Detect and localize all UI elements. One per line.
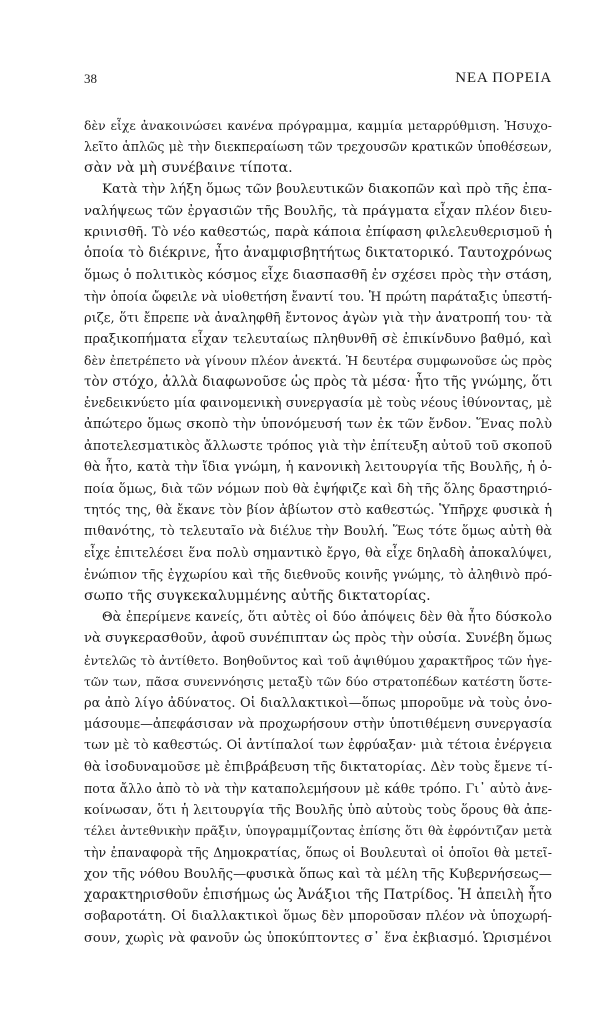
body-text	[84, 115, 552, 949]
text-line: ποία ὅμως, διὰ τῶν νόμων ποὺ θὰ ἐψήφιζε καὶ δὴ τῆς ὅλης δραστηριό-	[84, 481, 552, 497]
text-line: ναλήψεως τῶν ἐργασιῶν τῆς Βουλῆς, τὰ πράγματα εἶχαν πλέον διευ-	[84, 203, 552, 219]
text-line: ἐνεδεικνύετο μία φαινομενικὴ συνεργασία μὲ τοὺς νέους ἰθύνοντας, μὲ	[84, 396, 552, 412]
text-line: ὅμως ὁ πολιτικὸς κόσμος εἶχε διασπασθῆ ἐν σχέσει πρὸς τὴν στάση,	[84, 267, 552, 283]
text-line: σουν, χωρὶς νὰ φανοῦν ὡς ὑποκύπτοντες σ᾿ ἕνα ἐκβιασμό. Ὡρισμένοι	[84, 930, 552, 946]
text-line: λεῖτο ἁπλῶς μὲ τὴν διεκπεραίωση τῶν τρεχουσῶν κρατικῶν ὑποθέσεων,	[84, 139, 552, 155]
text-line: τὸν στόχο, ἀλλὰ διαφωνοῦσε ὡς πρὸς τὰ μέσα· ἦτο τῆς γνώμης, ὅτι	[84, 373, 552, 390]
text-line: πιθανότης, τὸ τελευταῖο νὰ διέλυε τὴν Βουλή. Ἕως τότε ὅμως αὐτὴ θὰ	[84, 524, 552, 540]
text-line: σοβαροτάτη. Οἱ διαλλακτικοὶ ὅμως δὲν μποροῦσαν πλέον νὰ ὑποχωρή-	[84, 909, 552, 925]
text-line: δὲν ἐπετρέπετο νὰ γίνουν πλέον ἀνεκτά. Ἡ δευτέρα συμφωνοῦσε ὡς πρὸς	[84, 353, 552, 369]
text-line: τὴν ὁποία ὤφειλε νὰ υἱοθετήση ἔναντί του. Ἡ πρώτη παράταξις ὑπεστή-	[84, 289, 552, 305]
text-line: σωπο τῆς συγκεκαλυμμένης αὐτῆς δικτατορίας.	[84, 587, 431, 604]
page-number: 38	[84, 71, 97, 86]
text-line: χον τῆς νόθου Βουλῆς—φυσικὰ ὅπως καὶ τὰ μέλη τῆς Κυβερνήσεως—	[84, 866, 552, 882]
text-line: θὰ ἰσοδυναμοῦσε μὲ ἐπιβράβευση τῆς δικτατορίας. Δὲν τοὺς ἔμενε τί-	[84, 759, 552, 775]
text-line: ἀπώτερο ὅμως σκοπὸ τὴν ὑπονόμευσή των ἐκ τῶν ἔνδον. Ἕνας πολὺ	[84, 417, 552, 433]
text-line: ριζε, ὅτι ἔπρεπε νὰ ἀναληφθῆ ἔντονος ἀγὼν γιὰ τὴν ἀνατροπή του· τὰ	[84, 310, 552, 326]
text-line: ρα ἀπὸ λίγο ἀδύνατος. Οἱ διαλλακτικοὶ—ὅπως μποροῦμε νὰ τοὺς ὀνο-	[84, 695, 552, 711]
text-line: εἶχε ἐπιτελέσει ἕνα πολὺ σημαντικὸ ἔργο, θὰ εἶχε δηλαδὴ ἀποκαλύψει,	[84, 545, 552, 561]
text-line: κοίνωσαν, ὅτι ἡ λειτουργία τῆς Βουλῆς ὑπὸ αὐτοὺς τοὺς ὅρους θὰ ἀπε-	[84, 802, 552, 818]
text-line: ἐντελῶς τὸ ἀντίθετο. Βοηθοῦντος καὶ τοῦ ἀψιθύμου χαρακτῆρος τῶν ἡγε-	[84, 652, 552, 668]
text-line: ποτα ἄλλο ἀπὸ τὸ νὰ τὴν καταπολεμήσουν μὲ κάθε τρόπο. Γι᾿ αὐτὸ ἀνε-	[84, 781, 552, 797]
text-line: νὰ συγκερασθοῦν, ἀφοῦ συνέπιπταν ὡς πρὸς τὴν οὐσία. Συνέβη ὅμως	[84, 631, 552, 647]
text-line: σὰν νὰ μὴ συνέβαινε τίποτα.	[84, 159, 293, 176]
text-line: θὰ ἦτο, κατὰ τὴν ἴδια γνώμη, ἡ κανονικὴ λειτουργία τῆς Βουλῆς, ἡ ὁ-	[84, 460, 552, 476]
text-line: μάσουμε—ἀπεφάσισαν νὰ προχωρήσουν στὴν ὑποτιθέμενη συνεργασία	[84, 716, 552, 732]
text-line: Κατὰ τὴν λήξη ὅμως τῶν βουλευτικῶν διακοπῶν καὶ πρὸ τῆς ἐπα-	[102, 182, 552, 198]
text-line: τητός της, θὰ ἔκανε τὸν βίον ἀβίωτον στὸ καθεστώς. Ὑπῆρχε φυσικὰ ἡ	[84, 503, 552, 519]
text-line: ἐνώπιον τῆς ἐγχωρίου καὶ τῆς διεθνοῦς κοινῆς γνώμης, τὸ ἀληθινὸ πρό-	[84, 567, 552, 583]
text-line: Θὰ ἐπερίμενε κανείς, ὅτι αὐτὲς οἱ δύο ἀπόψεις δὲν θὰ ἦτο δύσκολο	[102, 609, 552, 625]
text-line: ἀποτελεσματικὸς ἄλλωστε τρόπος γιὰ τὴν ἐπίτευξη αὐτοῦ τοῦ σκοποῦ	[84, 438, 552, 454]
text-line: τέλει ἀντεθνικὴν πρᾶξιν, ὑπογραμμίζοντας ἐπίσης ὅτι θὰ ἐφρόντιζαν μετὰ	[84, 823, 552, 838]
text-line: τὴν ἐπαναφορὰ τῆς Δημοκρατίας, ὅπως οἱ Βουλευταὶ οἱ ὁποῖοι θὰ μετεῖ-	[84, 845, 552, 861]
text-line: ὁποία τὸ διέκρινε, ἦτο ἀναμφισβητήτως δικτατορικό. Ταυτοχρόνως	[84, 245, 552, 262]
text-line: κρινισθῆ. Τὸ νέο καθεστώς, παρὰ κάποια ἐπίφαση φιλελευθερισμοῦ ἡ	[84, 224, 552, 240]
text-line: των μὲ τὸ καθεστώς. Οἱ ἀντίπαλοί των ἐφρύαξαν· μιὰ τέτοια ἐνέργεια	[84, 738, 552, 754]
text-line: δὲν εἶχε ἀνακοινώσει κανένα πρόγραμμα, καμμία μεταρρύθμιση. Ἡσυχο-	[84, 118, 552, 133]
text-line: πραξικοπήματα εἶχαν τελευταίως πληθυνθῆ σὲ ἐπικίνδυνο βαθμό, καὶ	[84, 331, 552, 347]
running-title: ΝΕΑ ΠΟΡΕΙΑ	[455, 70, 552, 86]
text-line: τῶν των, πᾶσα συνεννόησις μεταξὺ τῶν δύο στρατοπέδων κατέστη ὕστε-	[84, 674, 552, 690]
text-line: χαρακτηρισθοῦν ἐπισήμως ὡς Ἀνάξιοι τῆς Πατρίδος. Ἡ ἀπειλὴ ἦτο	[84, 887, 552, 904]
